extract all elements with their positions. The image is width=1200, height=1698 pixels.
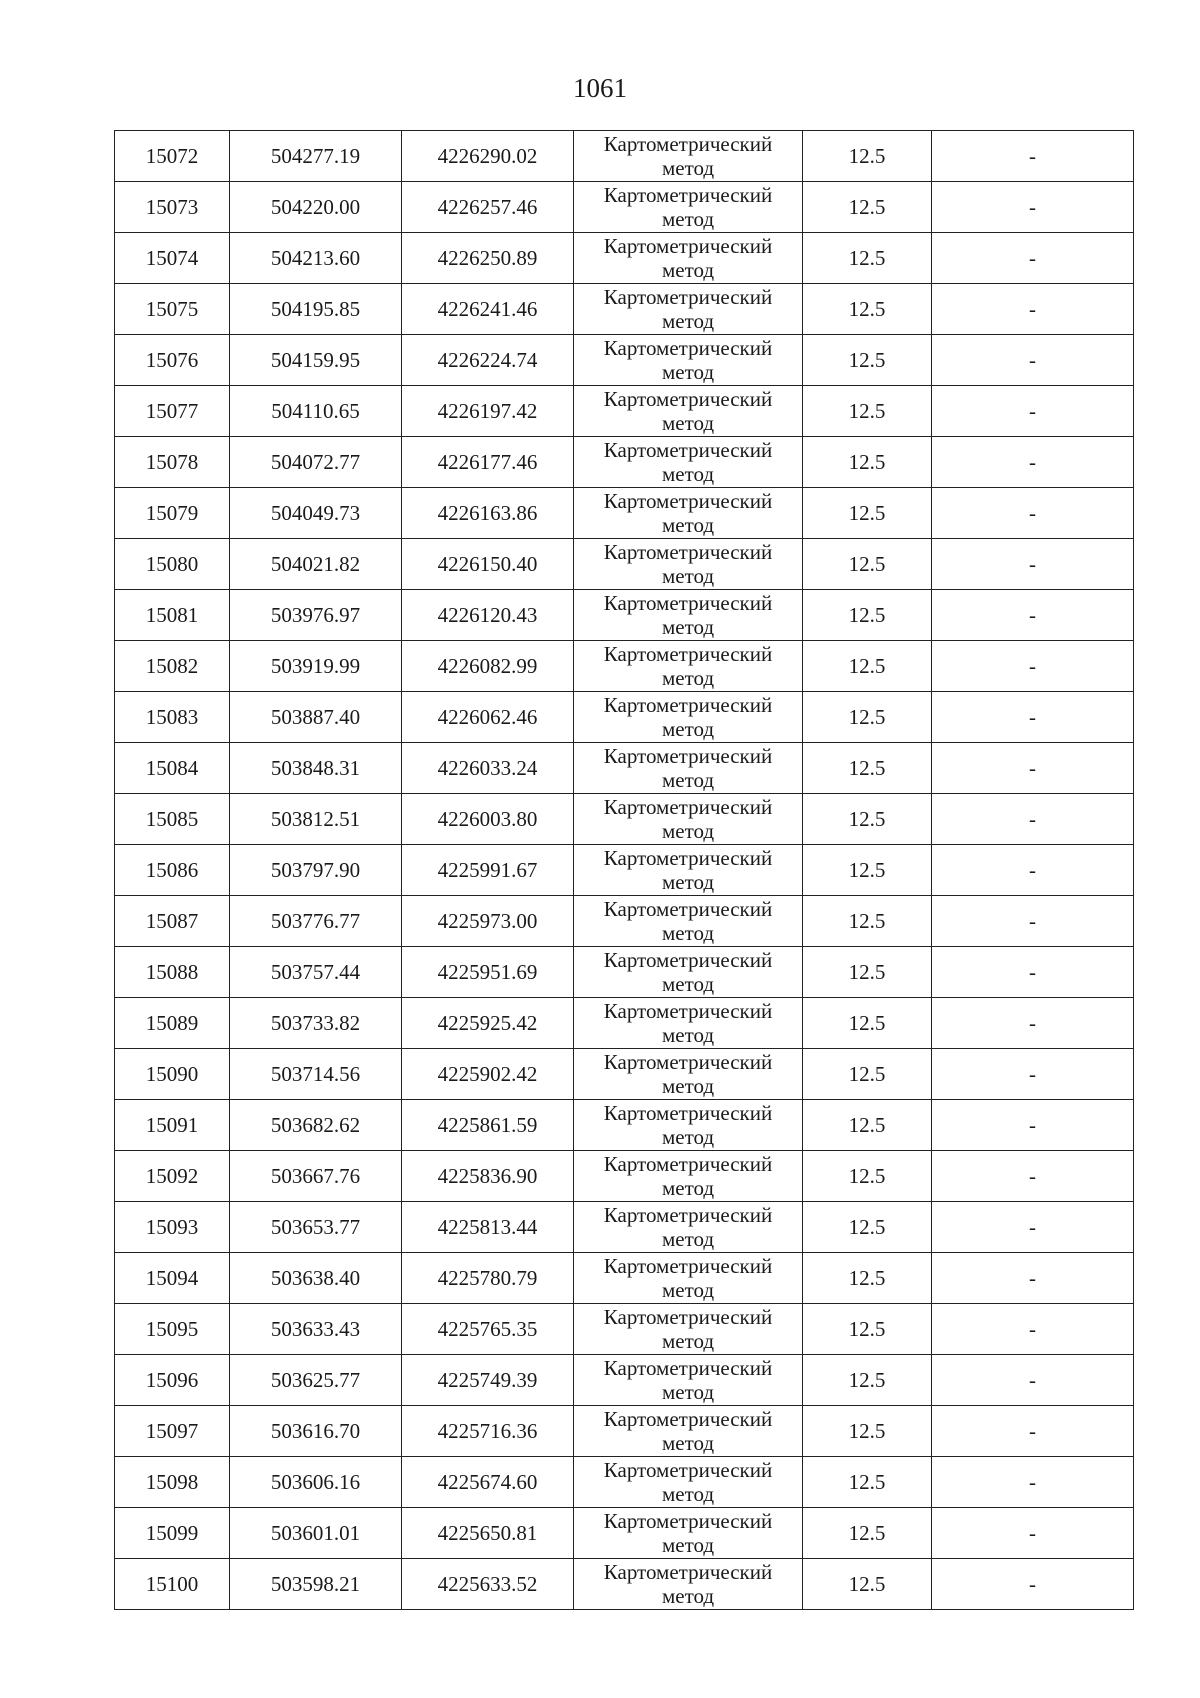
y-coordinate-cell: 4225902.42 [402, 1049, 574, 1100]
method-cell [574, 488, 803, 539]
note-cell: - [932, 284, 1134, 335]
method-label-line1: Картометрический [603, 540, 773, 564]
x-coordinate-cell: 503848.31 [230, 743, 402, 794]
point-number-cell: 15096 [115, 1355, 230, 1406]
method-label-line1: Картометрический [603, 846, 773, 870]
point-number-cell: 15075 [115, 284, 230, 335]
accuracy-cell: 12.5 [803, 1559, 932, 1610]
accuracy-cell: 12.5 [803, 233, 932, 284]
method-cell [574, 539, 803, 590]
accuracy-cell: 12.5 [803, 794, 932, 845]
note-cell: - [932, 488, 1134, 539]
table-row [115, 539, 1134, 590]
x-coordinate-cell: 503601.01 [230, 1508, 402, 1559]
method-cell [574, 692, 803, 743]
accuracy-cell: 12.5 [803, 641, 932, 692]
x-coordinate-cell: 504277.19 [230, 131, 402, 182]
x-coordinate-cell: 504072.77 [230, 437, 402, 488]
method-label-line1: Картометрический [603, 744, 773, 768]
x-coordinate-cell: 504159.95 [230, 335, 402, 386]
accuracy-cell: 12.5 [803, 386, 932, 437]
note-cell: - [932, 1253, 1134, 1304]
note-cell: - [932, 1508, 1134, 1559]
table-row [115, 131, 1134, 182]
coordinates-table [114, 130, 1134, 1610]
method-cell [574, 1508, 803, 1559]
table-row [115, 794, 1134, 845]
method-label-line2: метод [661, 411, 715, 435]
method-label-line2: метод [661, 1278, 715, 1302]
table-row [115, 641, 1134, 692]
x-coordinate-cell: 503797.90 [230, 845, 402, 896]
point-number-cell: 15081 [115, 590, 230, 641]
method-label-line2: метод [661, 564, 715, 588]
method-label-line2: метод [661, 1431, 715, 1455]
x-coordinate-cell: 504110.65 [230, 386, 402, 437]
accuracy-cell: 12.5 [803, 743, 932, 794]
method-label-line1: Картометрический [603, 1101, 773, 1125]
accuracy-cell: 12.5 [803, 182, 932, 233]
table-row [115, 743, 1134, 794]
point-number-cell: 15099 [115, 1508, 230, 1559]
method-cell [574, 1457, 803, 1508]
accuracy-cell: 12.5 [803, 1304, 932, 1355]
y-coordinate-cell: 4225925.42 [402, 998, 574, 1049]
y-coordinate-cell: 4226290.02 [402, 131, 574, 182]
y-coordinate-cell: 4225973.00 [402, 896, 574, 947]
method-label-line2: метод [661, 1380, 715, 1404]
accuracy-cell: 12.5 [803, 1100, 932, 1151]
method-label-line1: Картометрический [603, 642, 773, 666]
x-coordinate-cell: 503812.51 [230, 794, 402, 845]
method-label-line1: Картометрический [603, 1509, 773, 1533]
note-cell: - [932, 1304, 1134, 1355]
x-coordinate-cell: 503682.62 [230, 1100, 402, 1151]
table-row [115, 1151, 1134, 1202]
x-coordinate-cell: 503887.40 [230, 692, 402, 743]
accuracy-cell: 12.5 [803, 284, 932, 335]
table-row [115, 845, 1134, 896]
method-cell [574, 1202, 803, 1253]
table-row [115, 1457, 1134, 1508]
method-cell [574, 998, 803, 1049]
note-cell: - [932, 641, 1134, 692]
y-coordinate-cell: 4226250.89 [402, 233, 574, 284]
x-coordinate-cell: 503616.70 [230, 1406, 402, 1457]
method-label-line1: Картометрический [603, 489, 773, 513]
method-cell [574, 1304, 803, 1355]
point-number-cell: 15092 [115, 1151, 230, 1202]
method-label-line1: Картометрический [603, 132, 773, 156]
y-coordinate-cell: 4225951.69 [402, 947, 574, 998]
point-number-cell: 15093 [115, 1202, 230, 1253]
method-cell [574, 1100, 803, 1151]
point-number-cell: 15094 [115, 1253, 230, 1304]
y-coordinate-cell: 4226120.43 [402, 590, 574, 641]
table-row [115, 896, 1134, 947]
note-cell: - [932, 1559, 1134, 1610]
method-label-line1: Картометрический [603, 438, 773, 462]
method-label-line1: Картометрический [603, 1152, 773, 1176]
point-number-cell: 15077 [115, 386, 230, 437]
table-row [115, 1508, 1134, 1559]
table-row [115, 1202, 1134, 1253]
y-coordinate-cell: 4226062.46 [402, 692, 574, 743]
accuracy-cell: 12.5 [803, 1406, 932, 1457]
y-coordinate-cell: 4225861.59 [402, 1100, 574, 1151]
method-label-line1: Картометрический [603, 234, 773, 258]
method-label-line2: метод [661, 207, 715, 231]
note-cell: - [932, 1100, 1134, 1151]
method-cell [574, 1151, 803, 1202]
x-coordinate-cell: 503757.44 [230, 947, 402, 998]
method-label-line1: Картометрический [603, 387, 773, 411]
x-coordinate-cell: 504021.82 [230, 539, 402, 590]
method-cell [574, 590, 803, 641]
accuracy-cell: 12.5 [803, 1202, 932, 1253]
table-row [115, 1406, 1134, 1457]
accuracy-cell: 12.5 [803, 1508, 932, 1559]
y-coordinate-cell: 4226163.86 [402, 488, 574, 539]
method-cell [574, 386, 803, 437]
y-coordinate-cell: 4225991.67 [402, 845, 574, 896]
x-coordinate-cell: 503598.21 [230, 1559, 402, 1610]
method-cell [574, 233, 803, 284]
point-number-cell: 15090 [115, 1049, 230, 1100]
method-label-line1: Картометрический [603, 1254, 773, 1278]
note-cell: - [932, 335, 1134, 386]
point-number-cell: 15082 [115, 641, 230, 692]
note-cell: - [932, 590, 1134, 641]
method-label-line1: Картометрический [603, 183, 773, 207]
note-cell: - [932, 845, 1134, 896]
x-coordinate-cell: 504220.00 [230, 182, 402, 233]
y-coordinate-cell: 4226003.80 [402, 794, 574, 845]
method-label-line1: Картометрический [603, 999, 773, 1023]
y-coordinate-cell: 4226177.46 [402, 437, 574, 488]
point-number-cell: 15097 [115, 1406, 230, 1457]
accuracy-cell: 12.5 [803, 692, 932, 743]
method-label-line2: метод [661, 717, 715, 741]
accuracy-cell: 12.5 [803, 1049, 932, 1100]
accuracy-cell: 12.5 [803, 437, 932, 488]
method-label-line2: метод [661, 819, 715, 843]
y-coordinate-cell: 4225716.36 [402, 1406, 574, 1457]
y-coordinate-cell: 4225749.39 [402, 1355, 574, 1406]
accuracy-cell: 12.5 [803, 590, 932, 641]
method-cell [574, 743, 803, 794]
x-coordinate-cell: 503667.76 [230, 1151, 402, 1202]
x-coordinate-cell: 503653.77 [230, 1202, 402, 1253]
method-label-line2: метод [661, 1533, 715, 1557]
y-coordinate-cell: 4225780.79 [402, 1253, 574, 1304]
method-label-line1: Картометрический [603, 795, 773, 819]
table-row [115, 284, 1134, 335]
method-cell [574, 182, 803, 233]
method-label-line2: метод [661, 1176, 715, 1200]
method-label-line2: метод [661, 1023, 715, 1047]
point-number-cell: 15095 [115, 1304, 230, 1355]
method-cell [574, 1355, 803, 1406]
method-label-line1: Картометрический [603, 1203, 773, 1227]
method-cell [574, 641, 803, 692]
method-cell [574, 1559, 803, 1610]
x-coordinate-cell: 504195.85 [230, 284, 402, 335]
method-label-line1: Картометрический [603, 336, 773, 360]
x-coordinate-cell: 504049.73 [230, 488, 402, 539]
note-cell: - [932, 437, 1134, 488]
table-row [115, 1304, 1134, 1355]
method-label-line1: Картометрический [603, 1356, 773, 1380]
x-coordinate-cell: 504213.60 [230, 233, 402, 284]
accuracy-cell: 12.5 [803, 947, 932, 998]
point-number-cell: 15078 [115, 437, 230, 488]
note-cell: - [932, 743, 1134, 794]
y-coordinate-cell: 4225633.52 [402, 1559, 574, 1610]
table-row [115, 1355, 1134, 1406]
point-number-cell: 15089 [115, 998, 230, 1049]
note-cell: - [932, 1049, 1134, 1100]
y-coordinate-cell: 4225674.60 [402, 1457, 574, 1508]
note-cell: - [932, 1151, 1134, 1202]
point-number-cell: 15100 [115, 1559, 230, 1610]
method-label-line2: метод [661, 1125, 715, 1149]
method-label-line1: Картометрический [603, 1407, 773, 1431]
method-label-line2: метод [661, 615, 715, 639]
y-coordinate-cell: 4226224.74 [402, 335, 574, 386]
accuracy-cell: 12.5 [803, 845, 932, 896]
table-row [115, 386, 1134, 437]
x-coordinate-cell: 503976.97 [230, 590, 402, 641]
method-cell [574, 947, 803, 998]
table-row [115, 233, 1134, 284]
accuracy-cell: 12.5 [803, 998, 932, 1049]
method-label-line2: метод [661, 768, 715, 792]
x-coordinate-cell: 503776.77 [230, 896, 402, 947]
table-row [115, 1253, 1134, 1304]
accuracy-cell: 12.5 [803, 335, 932, 386]
x-coordinate-cell: 503638.40 [230, 1253, 402, 1304]
x-coordinate-cell: 503625.77 [230, 1355, 402, 1406]
method-label-line2: метод [661, 1329, 715, 1353]
method-cell [574, 335, 803, 386]
method-cell [574, 794, 803, 845]
table-row [115, 590, 1134, 641]
note-cell: - [932, 539, 1134, 590]
x-coordinate-cell: 503733.82 [230, 998, 402, 1049]
x-coordinate-cell: 503633.43 [230, 1304, 402, 1355]
table-row [115, 182, 1134, 233]
y-coordinate-cell: 4225650.81 [402, 1508, 574, 1559]
table-row [115, 1559, 1134, 1610]
method-label-line1: Картометрический [603, 693, 773, 717]
method-label-line2: метод [661, 309, 715, 333]
accuracy-cell: 12.5 [803, 1253, 932, 1304]
method-cell [574, 284, 803, 335]
y-coordinate-cell: 4226150.40 [402, 539, 574, 590]
note-cell: - [932, 794, 1134, 845]
y-coordinate-cell: 4226033.24 [402, 743, 574, 794]
point-number-cell: 15083 [115, 692, 230, 743]
coordinates-table-body [115, 131, 1134, 1610]
note-cell: - [932, 896, 1134, 947]
point-number-cell: 15074 [115, 233, 230, 284]
note-cell: - [932, 692, 1134, 743]
method-cell [574, 896, 803, 947]
note-cell: - [932, 947, 1134, 998]
accuracy-cell: 12.5 [803, 539, 932, 590]
method-label-line1: Картометрический [603, 1458, 773, 1482]
table-row [115, 947, 1134, 998]
method-label-line2: метод [661, 156, 715, 180]
point-number-cell: 15084 [115, 743, 230, 794]
point-number-cell: 15080 [115, 539, 230, 590]
x-coordinate-cell: 503606.16 [230, 1457, 402, 1508]
method-label-line1: Картометрический [603, 285, 773, 309]
method-label-line2: метод [661, 870, 715, 894]
method-label-line2: метод [661, 462, 715, 486]
point-number-cell: 15091 [115, 1100, 230, 1151]
point-number-cell: 15087 [115, 896, 230, 947]
point-number-cell: 15073 [115, 182, 230, 233]
point-number-cell: 15098 [115, 1457, 230, 1508]
y-coordinate-cell: 4226257.46 [402, 182, 574, 233]
method-label-line1: Картометрический [603, 1305, 773, 1329]
method-cell [574, 1253, 803, 1304]
point-number-cell: 15085 [115, 794, 230, 845]
y-coordinate-cell: 4225836.90 [402, 1151, 574, 1202]
note-cell: - [932, 998, 1134, 1049]
note-cell: - [932, 1202, 1134, 1253]
method-label-line1: Картометрический [603, 897, 773, 921]
method-cell [574, 1406, 803, 1457]
accuracy-cell: 12.5 [803, 1457, 932, 1508]
y-coordinate-cell: 4226082.99 [402, 641, 574, 692]
method-label-line2: метод [661, 921, 715, 945]
point-number-cell: 15088 [115, 947, 230, 998]
method-label-line1: Картометрический [603, 1050, 773, 1074]
method-label-line2: метод [661, 972, 715, 996]
y-coordinate-cell: 4226197.42 [402, 386, 574, 437]
method-label-line2: метод [661, 1074, 715, 1098]
table-row [115, 1100, 1134, 1151]
method-label-line1: Картометрический [603, 591, 773, 615]
point-number-cell: 15086 [115, 845, 230, 896]
method-label-line2: метод [661, 513, 715, 537]
table-row [115, 335, 1134, 386]
method-cell [574, 845, 803, 896]
method-label-line1: Картометрический [603, 948, 773, 972]
y-coordinate-cell: 4226241.46 [402, 284, 574, 335]
table-row [115, 1049, 1134, 1100]
accuracy-cell: 12.5 [803, 1151, 932, 1202]
note-cell: - [932, 131, 1134, 182]
note-cell: - [932, 386, 1134, 437]
accuracy-cell: 12.5 [803, 1355, 932, 1406]
method-cell [574, 131, 803, 182]
method-label-line2: метод [661, 258, 715, 282]
x-coordinate-cell: 503714.56 [230, 1049, 402, 1100]
point-number-cell: 15076 [115, 335, 230, 386]
table-row [115, 488, 1134, 539]
note-cell: - [932, 233, 1134, 284]
method-cell [574, 1049, 803, 1100]
page-number: 1061 [573, 73, 627, 103]
accuracy-cell: 12.5 [803, 131, 932, 182]
y-coordinate-cell: 4225813.44 [402, 1202, 574, 1253]
note-cell: - [932, 1355, 1134, 1406]
accuracy-cell: 12.5 [803, 896, 932, 947]
accuracy-cell: 12.5 [803, 488, 932, 539]
table-row [115, 692, 1134, 743]
x-coordinate-cell: 503919.99 [230, 641, 402, 692]
note-cell: - [932, 1457, 1134, 1508]
y-coordinate-cell: 4225765.35 [402, 1304, 574, 1355]
point-number-cell: 15072 [115, 131, 230, 182]
method-cell [574, 437, 803, 488]
method-label-line2: метод [661, 666, 715, 690]
method-label-line2: метод [661, 1482, 715, 1506]
method-label-line2: метод [661, 360, 715, 384]
table-row [115, 998, 1134, 1049]
point-number-cell: 15079 [115, 488, 230, 539]
table-row [115, 437, 1134, 488]
note-cell: - [932, 1406, 1134, 1457]
method-label-line1: Картометрический [603, 1560, 773, 1584]
note-cell: - [932, 182, 1134, 233]
method-label-line2: метод [661, 1584, 715, 1608]
method-label-line2: метод [661, 1227, 715, 1251]
